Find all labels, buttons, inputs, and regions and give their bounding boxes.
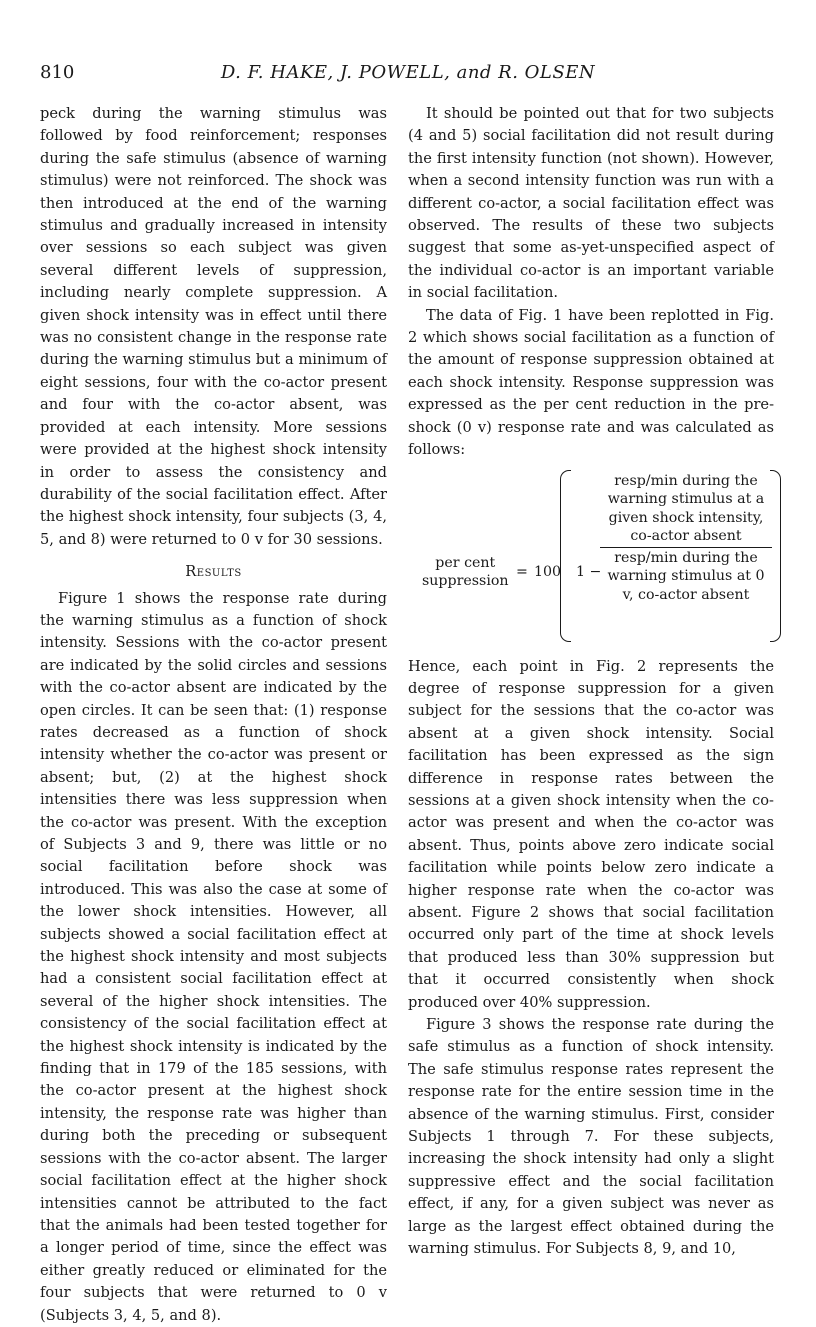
formula-lhs-line2: suppression xyxy=(422,573,509,589)
formula-denominator: resp/min during the warning stimulus at 0 v, co-actor absent xyxy=(607,549,765,603)
formula-fraction xyxy=(600,472,772,605)
formula-right-bracket xyxy=(770,470,781,642)
paragraph-figure2-explanation: Hence, each point in Fig. 2 represents the degree of response suppression for a given subject for the sessions that the co-actor was absent at a given shock intensity. Social facilitation has been expressed as the sign difference in response rates between the sessions at a given shock intensity when the co-actor was present and when the co-actor was absent. Thus, points above zero indicate social facilitation while points below zero indicate a higher response rate when the co-actor was absent. Figure 2 shows that social facilitation occurred only part of the time at shock levels that produced less than 30% suppression but that it occurred consistently when shock produced over 40% suppression. xyxy=(408,657,774,1011)
formula-left-bracket xyxy=(560,470,571,642)
formula-equals-sign: = xyxy=(516,563,528,580)
left-column xyxy=(40,103,387,1327)
formula-multiplier: 100 xyxy=(534,563,562,580)
paragraph-figure3-results: Figure 3 shows the response rate during the safe stimulus as a function of shock intensity. The safe stimulus response rates represent the response rate for the entire session time in the absence of the warning stimulus. First, consider Subjects 1 through 7. For these subjects, increasing the shock intensity had only a slight suppressive effect and the social facilitation effect, if any, for a given subject was never as large as the largest effect obtained during the warning stimulus. For Subjects 8, 9, and 10, xyxy=(408,1016,774,1258)
formula-numerator: resp/min during the warning stimulus at a given shock intensity, co-actor absent xyxy=(607,472,765,544)
right-column xyxy=(408,103,774,1260)
suppression-formula xyxy=(408,470,774,646)
paragraph-figure2-intro: The data of Fig. 1 have been replotted in Fig. 2 which shows social facilitation as a function of the amount of response suppression obtained at each shock intensity. Response suppression was expressed as the per cent reduction in the pre-shock (0 v) response rate and was calculated as follows: xyxy=(408,306,774,459)
formula-one-minus: 1 − xyxy=(576,563,602,580)
paragraph-procedure-continued: peck during the warning stimulus was followed by food reinforcement; responses during the safe stimulus (absence of warning stimulus) were not reinforced. The shock was then introduced at the end of the warning stimulus and gradually increased in intensity over sessions so each subject was given several different levels of suppression, including nearly complete suppression. A given shock intensity was in effect until there was no consistent change in the response rate during the warning stimulus but a minimum of eight sessions, four with the co-actor present and four with the co-actor absent, was provided at each intensity. More sessions were provided at the highest shock intensity in order to assess the consistency and durability of the social facilitation effect. After the highest shock intensity, four subjects (3, 4, 5, and 8) were returned to 0 v for 30 sessions. xyxy=(40,105,387,548)
section-heading-results: Results xyxy=(185,563,242,581)
page-number: 810 xyxy=(40,62,75,83)
paragraph-co-actor-note: It should be pointed out that for two subjects (4 and 5) social facilitation did not result during the first intensity function (not shown). However, when a second intensity function was run with a different co-actor, a social facilitation effect was observed. The results of these two subjects suggest that some as-yet-unspecified aspect of the individual co-actor is an important variable in social facilitation. xyxy=(408,105,774,302)
formula-fraction-bar xyxy=(600,547,772,548)
running-head-authors: D. F. HAKE, J. POWELL, and R. OLSEN xyxy=(220,62,596,83)
formula-lhs xyxy=(422,554,509,591)
formula-lhs-line1: per cent xyxy=(435,554,496,571)
paragraph-figure1-results: Figure 1 shows the response rate during the warning stimulus as a function of shock intensity. Sessions with the co-actor present are indicated by the solid circles and sessions with the co-actor absent are indicated by the open circles. It can be seen that: (1) response rates decreased as a function of shock intensity whether the co-actor was present or absent; but, (2) at the highest shock intensities there was less suppression when the co-actor was present. With the exception of Subjects 3 and 9, there was little or no social facilitation before shock was introduced. This was also the case at some of the lower shock intensities. However, all subjects showed a social facilitation effect at the highest shock intensity and most subjects had a consistent social facilitation effect at several of the higher shock intensities. The consistency of the social facilitation effect at the highest shock intensity is indicated by the finding that in 179 of the 185 sessions, with the co-actor present at the highest shock intensity, the response rate was higher than during both the preceding or subsequent sessions with the co-actor absent. The larger social facilitation effect at the higher shock intensities cannot be attributed to the fact that the animals had been tested together for a longer period of time, since the effect was either greatly reduced or eliminated for the four subjects that were returned to 0 v (Subjects 3, 4, 5, and 8). xyxy=(40,589,387,1324)
